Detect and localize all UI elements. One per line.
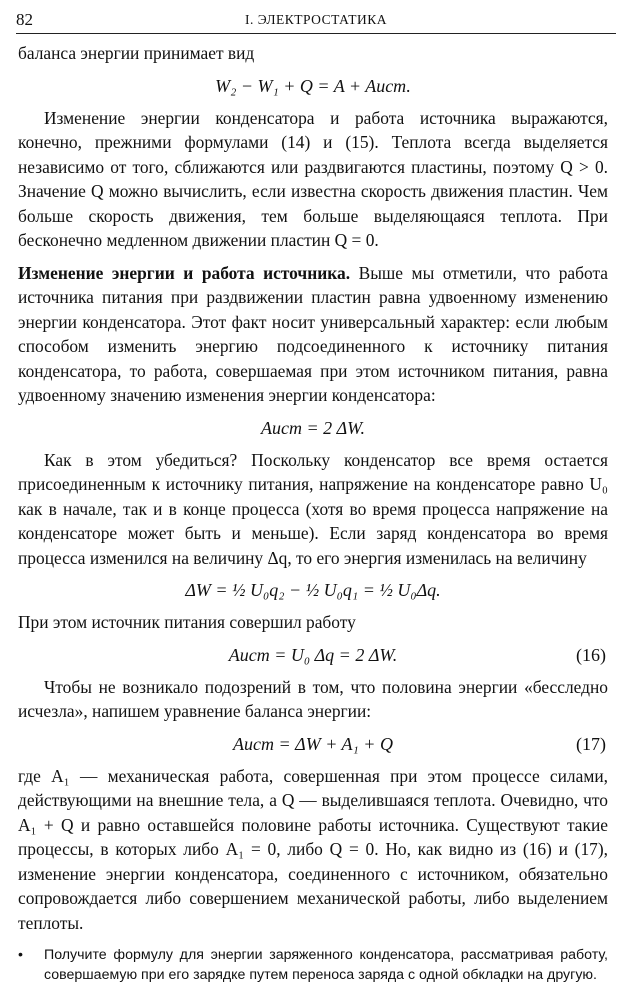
- page-number: 82: [16, 10, 33, 29]
- paragraph: Как в этом убедиться? Поскольку конденсатор все время остается присоединенным к источнику питания, напряжение на конденсаторе равно U₀ как в начале, так и в конце процесса (хотя во время процесса напряжение на конденсаторе может быть и меньше). Если заряд конденсатора во время процесса изменился на величину Δq, то его энергия изменилась на величину: [18, 449, 608, 568]
- paragraph: баланса энергии принимает вид: [18, 43, 255, 63]
- bullet-icon: •: [18, 947, 23, 963]
- formula-16: Aист = U₀ Δq = 2 ΔW. (16): [18, 638, 608, 672]
- formula-energy-change: ΔW = ½ U₀q₂ − ½ U₀q₁ = ½ U₀Δq.: [185, 580, 441, 600]
- header-rule: [16, 33, 616, 34]
- exercise-item: [18, 945, 608, 985]
- paragraph: При этом источник питания совершил работу: [18, 612, 356, 632]
- section-heading: Изменение энергии и работа источника.: [18, 262, 351, 283]
- exercise-text: Получите формулу для энергии заряженного конденсатора, рассматривая работу, совершаемую при его зарядке путем переноса заряда с одной обкладки на другую.: [44, 947, 608, 983]
- energy-balance-formula: W₂ − W₁ + Q = A + Aист.: [215, 75, 411, 96]
- page-header: [16, 10, 616, 32]
- formula-work-source: Aист = 2 ΔW.: [260, 417, 366, 438]
- equation-number: (17): [576, 733, 606, 754]
- paragraph-with-heading: Изменение энергии и работа источника. Выше мы отметили, что работа источника питания при раздвижении пластин равна удвоенному изменению энергии конденсатора. Этот факт носит универсальный характер: если любым способом изменить энергию подсоединенного к источнику питания конденсатора, то работа, совершаемая при этом источником питания, равна удвоенному значению изменения энергии конденсатора:: [18, 262, 608, 405]
- paragraph: где A₁ — механическая работа, совершенная при этом процессе силами, действующими на внешние тела, а Q — выделившаяся теплота. Очевидно, что A₁ + Q и равно оставшейся половине работы источника. Существуют такие процессы, в которых либо A₁ = 0, либо Q = 0. Но, как видно из (16) и (17), изменение энергии конденсатора, соединенного с источником, обязательно сопровождается либо совершением механической работы, либо выделением теплоты.: [18, 765, 608, 933]
- page-content: [18, 41, 608, 985]
- paragraph: Чтобы не возникало подозрений в том, что половина энергии «бесследно исчезла», напишем уравнение баланса энергии:: [18, 676, 608, 721]
- equation-number: (16): [576, 644, 606, 665]
- running-title: I. ЭЛЕКТРОСТАТИКА: [245, 12, 387, 27]
- formula-17: Aист = ΔW + A₁ + Q (17): [18, 727, 608, 761]
- paragraph: Изменение энергии конденсатора и работа источника выражаются, конечно, прежними формулами (14) и (15). Теплота всегда выделяется независимо от того, сближаются или раздвигаются пластины, поэтому Q > 0. Значение Q можно вычислить, если известна скорость движения пластин. Чем больше скорость движения, тем больше выделяющаяся теплота. При бесконечно медленном движении пластин Q = 0.: [18, 107, 608, 250]
